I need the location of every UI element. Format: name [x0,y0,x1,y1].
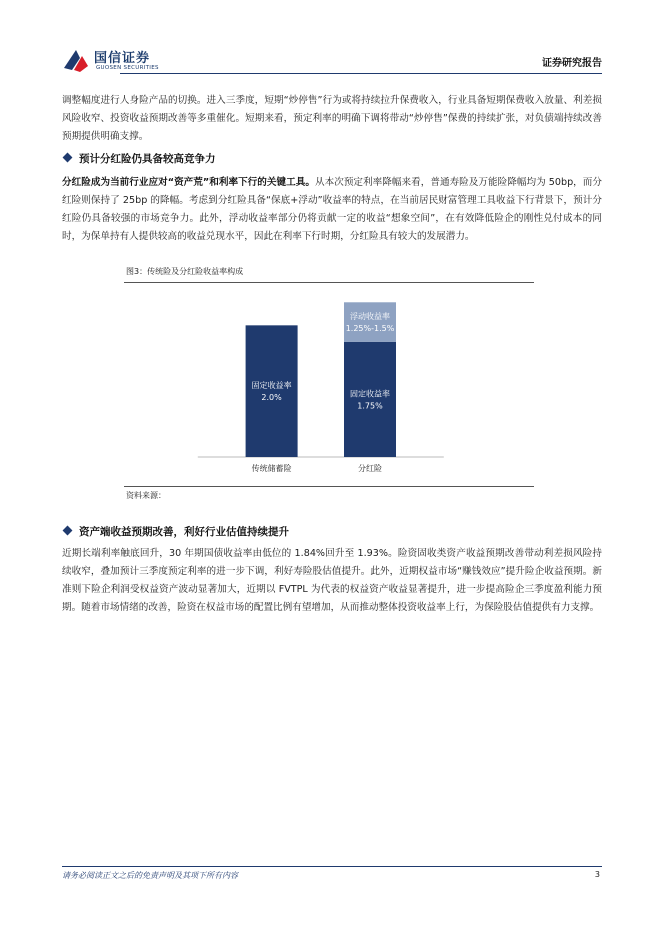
bar-fixed-1 [344,342,396,457]
return-composition-chart [124,285,534,483]
figure-bottom-rule [124,486,534,487]
bar-floating-1 [344,302,396,342]
bar-label-fixed-0: 固定收益率 2.0% [251,381,292,403]
report-type-label: 证券研究报告 [542,58,602,69]
paragraph-3: 近期长端利率触底回升，30 年期国债收益率由低位的 1.84%回升至 1.93%。险资固收类资产收益预期改善带动利差损风险持续收窄，叠加预计三季度预定利率的进一步下调，利好寿险股估值提升。此外，近期权益市场“赚钱效应”提升险企收益预期。新准则下险企利润受权益资产波动显著加大，近期以 FVTPL 为代表的权益资产收益显著提升，进一步提高险企三季度盈利能力预期。随着市场情绪的改善，险资在权益市场的配置比例有望增加，从而推动整体投资收益率上行，为保险股估值提供有力支撑。 [62,548,602,613]
section-heading-2 [64,524,289,539]
paragraph-1: 调整幅度进行人身险产品的切换。进入三季度，短期“炒停售”行为或将持续拉升保费收入，行业具备短期保费收入放量、利差损风险收窄、投资收益预期改善等多重催化。短期来看，预定利率的明确下调将带动“炒停售”保费的持续扩张，对负债端持续改善预期提供明确支撑。 [62,95,602,142]
page-header [62,44,602,76]
bar-label-fixed-1: 固定收益率 1.75% [350,389,390,411]
page-number: 3 [594,870,600,879]
paragraph-2-body: 从本次预定利率降幅来看，普通寿险及万能险降幅均为 50bp，而分红险则保持了 25bp 的降幅。考虑到分红险具备“保底+浮动”收益率的特点，在当前居民财富管理工具收益下行背景下，预计分红险仍具备较强的市场竞争力。此外，浮动收益率部分仍将贡献一定的收益“想象空间”，在有效降低险企的刚性兑付成本的同时，为保单持有人提供较高的收益兑现水平，因此在利率下行时期，分红险具有较大的发展潜力。 [62,177,602,242]
section-heading-2-text: 资产端收益预期改善，利好行业估值持续提升 [79,526,289,538]
logo-name-en: GUOSEN SECURITIES [96,65,159,71]
category-label-0: 传统储蓄险 [251,464,292,473]
footer-divider [62,866,602,867]
guosen-logo-icon [62,46,90,74]
bar-fixed-0 [246,325,298,457]
paragraph-2 [62,174,602,246]
diamond-bullet-icon [63,526,73,536]
bar-label-floating-1: 浮动收益率 1.25%-1.5% [345,312,395,334]
section-heading-1 [64,151,216,166]
footer-disclaimer: 请务必阅读正文之后的免责声明及其项下所有内容 [62,871,238,880]
category-label-1: 分红险 [358,464,382,473]
header-divider [120,73,602,74]
logo-name-cn: 国信证券 [94,51,151,66]
section-heading-1-text: 预计分红险仍具备较高竞争力 [79,153,216,165]
company-logo [62,44,192,76]
paragraph-2-lead: 分红险成为当前行业应对“资产荒”和利率下行的关键工具。 [62,177,315,188]
diamond-bullet-icon [63,153,73,163]
figure-top-rule [124,282,534,283]
figure-source: 资料来源： [126,491,166,500]
figure-title: 图3：传统险及分红险收益率构成 [126,267,244,276]
